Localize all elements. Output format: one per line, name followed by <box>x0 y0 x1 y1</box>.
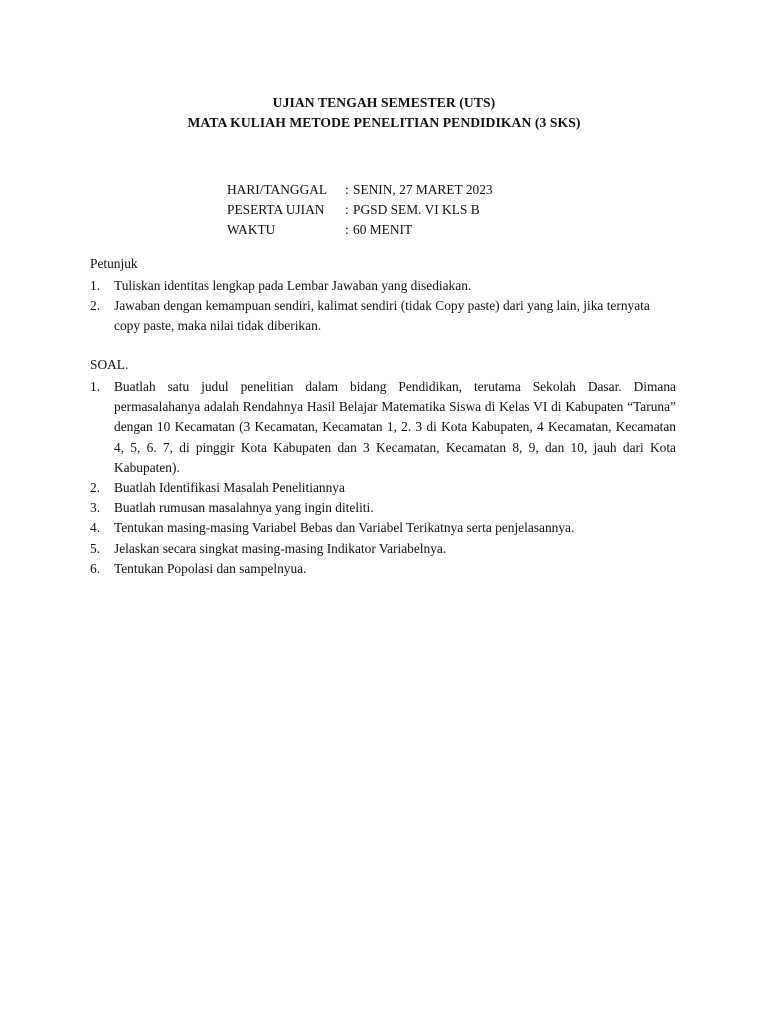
info-row-time <box>227 220 627 240</box>
item-number: 6. <box>90 560 101 576</box>
course-title: MATA KULIAH METODE PENELITIAN PENDIDIKAN (3 SKS) <box>187 115 581 130</box>
item-text: Buatlah rumusan masalahnya yang ingin diteliti. <box>114 500 374 516</box>
instructions-heading: Petunjuk <box>90 256 138 271</box>
list-item <box>90 559 676 579</box>
info-separator: : <box>345 222 349 237</box>
list-item <box>90 296 676 336</box>
info-row-date <box>227 180 627 200</box>
exam-info-block <box>227 180 627 240</box>
info-label: PESERTA UJIAN <box>227 202 325 217</box>
item-text: Buatlah satu judul penelitian dalam bidang Pendidikan, terutama Sekolah Dasar. Dimana permasalahanya adalah Rendahnya Hasil Belajar Matematika Siswa di Kelas VI di Kabupaten “Taruna” dengan 10 Kecamatan (3 Kecamatan, Kecamatan 1, 2. 3 di Kota Kabupaten, 4 Kecamatan, Kecamatan 4, 5, 6. 7, di pinggir Kota Kabupaten dan 3 Kecamatan, Kecamatan 8, 9, dan 10, jauh dari Kota Kabupaten). <box>114 379 676 475</box>
item-text: Tentukan masing-masing Variabel Bebas dan Variabel Terikatnya serta penjelasannya. <box>114 520 575 536</box>
item-text: Tentukan Popolasi dan sampelnyua. <box>114 560 307 576</box>
list-item <box>90 377 676 478</box>
list-item <box>90 539 676 559</box>
info-label: HARI/TANGGAL <box>227 182 328 197</box>
item-number: 4. <box>90 520 101 536</box>
item-number: 5. <box>90 540 101 556</box>
questions-list <box>90 377 676 579</box>
item-text: Jelaskan secara singkat masing-masing Indikator Variabelnya. <box>114 540 447 556</box>
info-separator: : <box>345 202 349 217</box>
info-value: 60 MENIT <box>353 222 413 237</box>
info-value: SENIN, 27 MARET 2023 <box>353 182 493 197</box>
info-row-participants <box>227 200 627 220</box>
item-text: Buatlah Identifikasi Masalah Penelitiannya <box>114 480 345 496</box>
item-text: Tuliskan identitas lengkap pada Lembar Jawaban yang disediakan. <box>114 278 472 293</box>
list-item <box>90 498 676 518</box>
info-label: WAKTU <box>227 222 276 237</box>
item-number: 2. <box>90 298 101 314</box>
instructions-list <box>90 276 676 337</box>
list-item <box>90 518 676 538</box>
item-number: 3. <box>90 500 101 516</box>
item-number: 1. <box>90 379 101 394</box>
info-value: PGSD SEM. VI KLS B <box>353 202 480 217</box>
item-number: 1. <box>90 278 101 293</box>
list-item <box>90 478 676 498</box>
item-text: Jawaban dengan kemampuan sendiri, kalimat sendiri (tidak Copy paste) dari yang lain, jika ternyata copy paste, maka nilai tidak diberikan. <box>114 298 650 334</box>
list-item <box>90 276 676 296</box>
item-number: 2. <box>90 480 101 496</box>
questions-heading: SOAL. <box>90 357 129 372</box>
exam-title: UJIAN TENGAH SEMESTER (UTS) <box>272 95 496 110</box>
info-separator: : <box>345 182 349 197</box>
